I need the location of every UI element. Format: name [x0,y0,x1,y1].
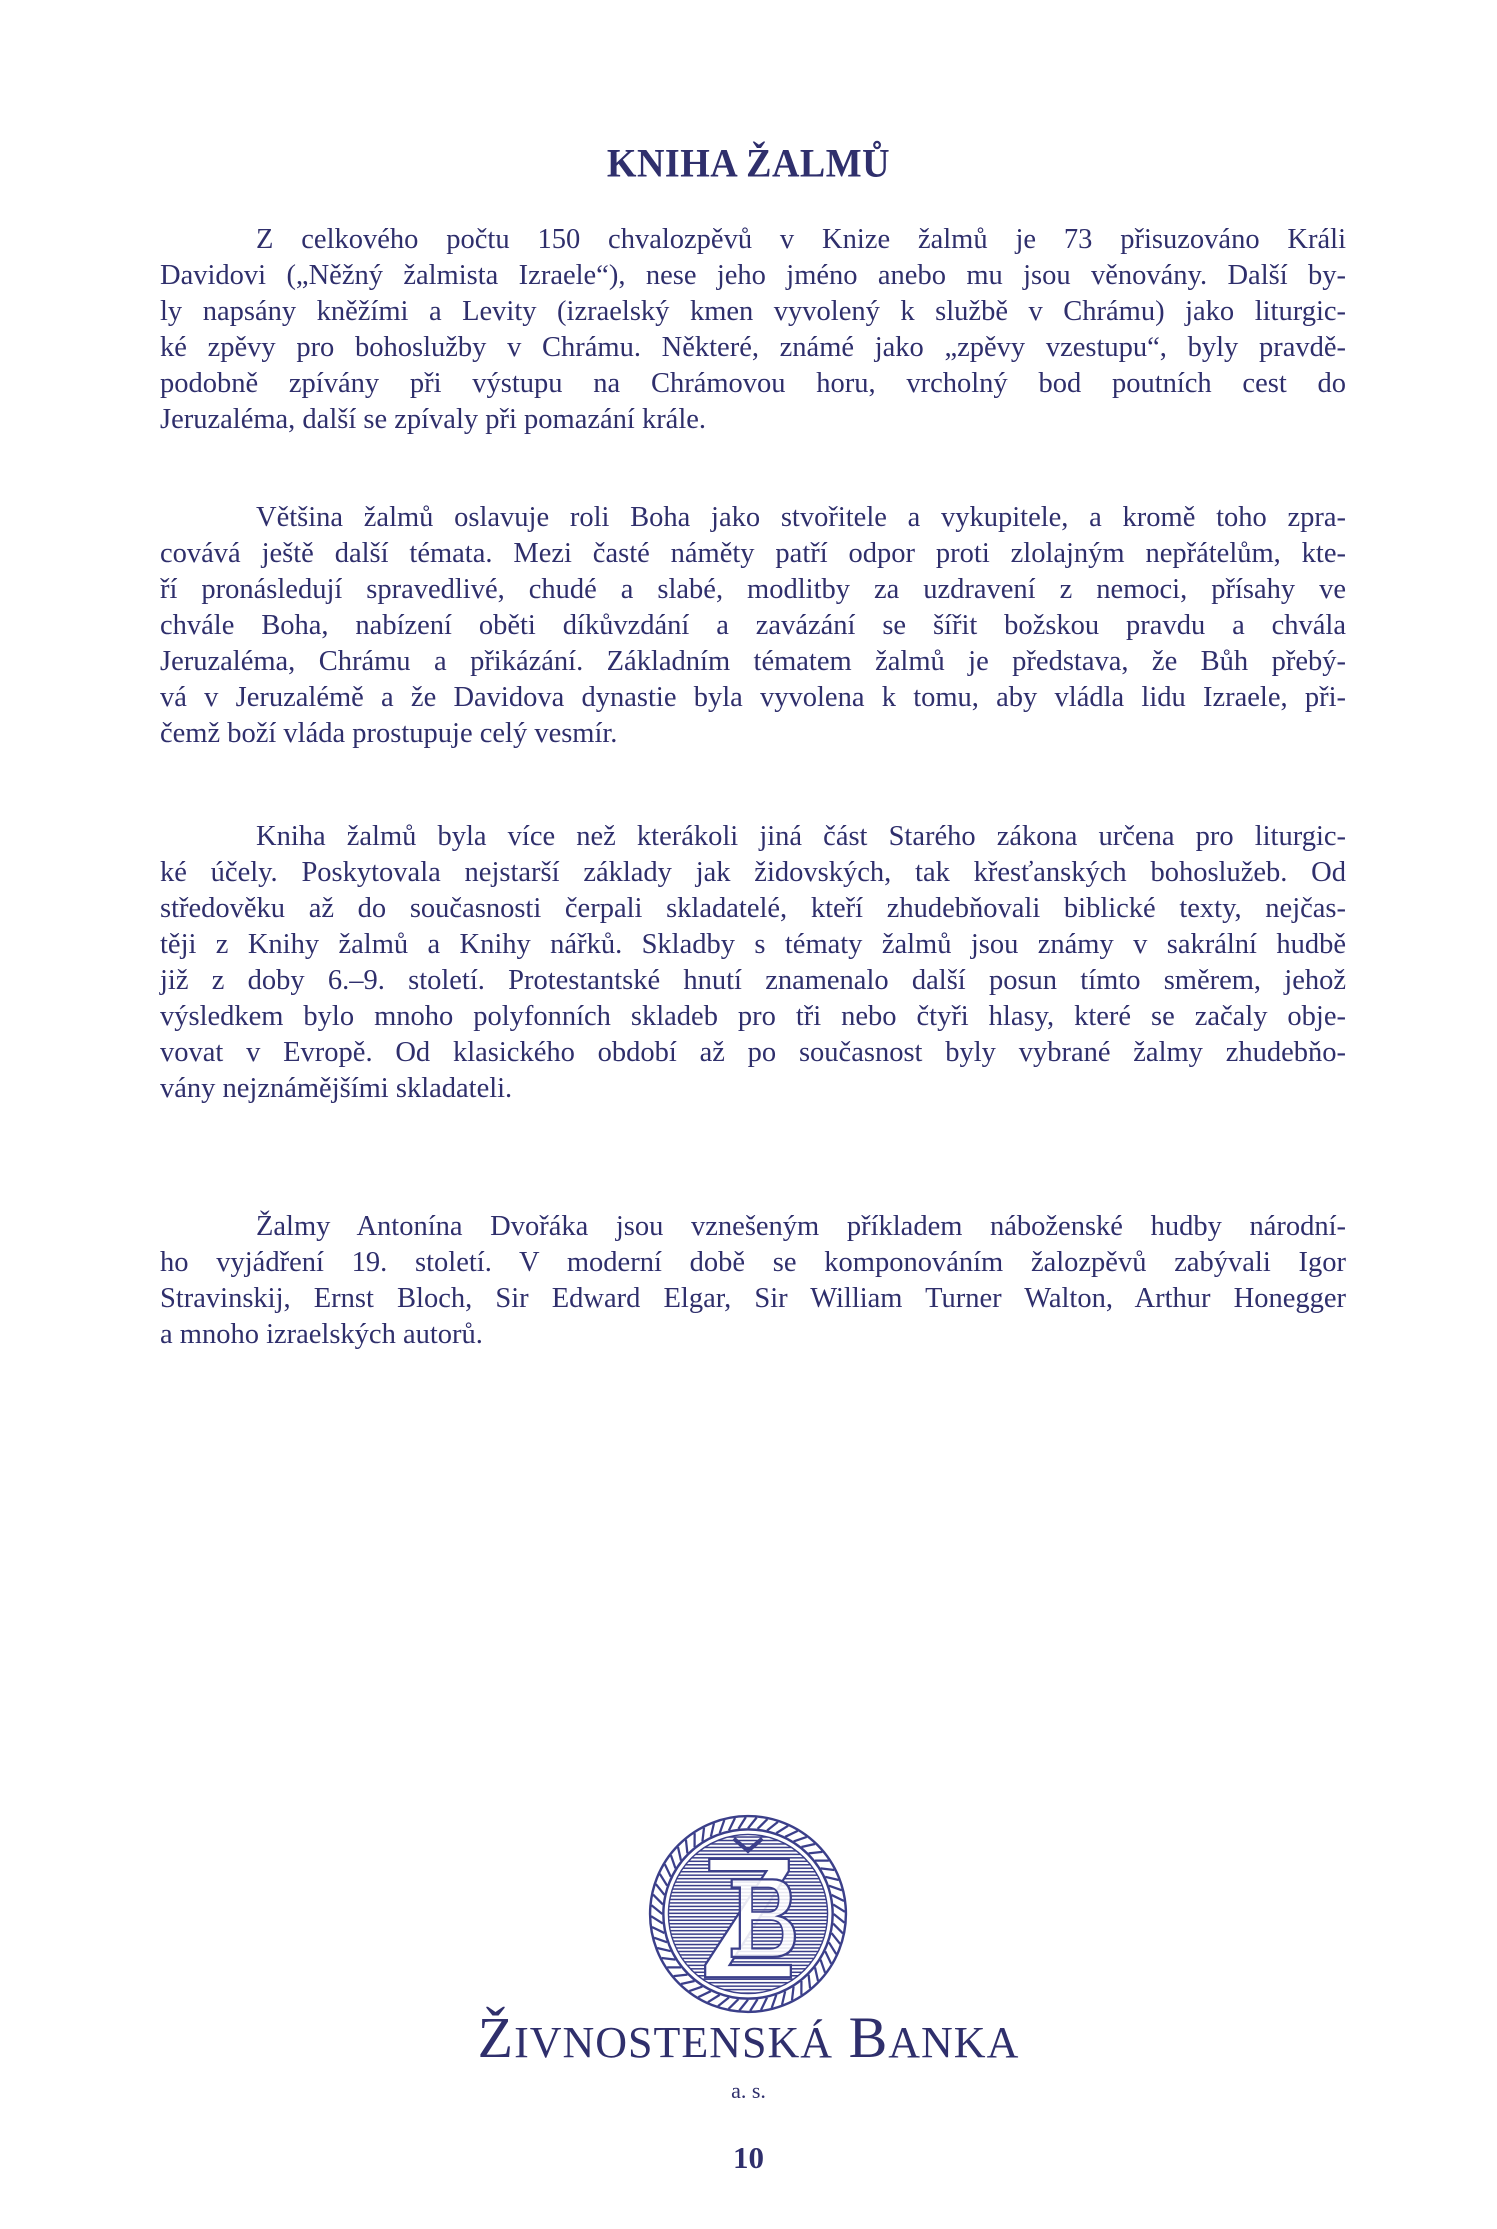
rope-strand [671,1855,676,1868]
bank-name [0,2006,1497,2075]
rope-strand [718,1998,729,2007]
rope-strand [829,1886,842,1891]
text-line: covává ještě další témata. Mezi časté náměty patří odpor proti zlolajným nepřátelům, kte- [160,538,1346,569]
paragraph-2 [160,500,1346,752]
bank-legal-suffix: a. s. [731,2078,766,2103]
rope-strand [832,1895,844,1901]
rope-strand [825,1877,839,1880]
rope-strand [665,1864,671,1877]
bank-name-initial: B [848,2005,889,2070]
rope-strand [681,1981,695,1984]
rope-strand [708,1995,720,2002]
rope-strand [821,1868,835,1870]
rope-strand [662,1958,676,1960]
text-line: ké zpěvy pro bohoslužby v Chrámu. Některé, známé jako „zpěvy vzestupu“, byly pravdě- [160,332,1346,363]
rope-strand [651,1916,663,1923]
text-line: ří pronásledují spravedlivé, chudé a slabé, modlitby za uzdravení z nemoci, přísahy ve [160,574,1346,605]
rope-strand [748,1817,757,1828]
rope-strand [829,1942,836,1954]
rope-strand [674,1975,688,1976]
paragraph-3 [160,819,1346,1107]
rope-strand [834,1914,845,1923]
text-line: Žalmy Antonína Dvořáka jsou vznešeným příkladem náboženské hudby národní- [256,1211,1346,1242]
paragraph-1 [160,222,1346,438]
rope-strand [702,1828,704,1842]
rope-strand [785,1831,798,1837]
text-line: Davidovi („Něžný žalmista Izraele“), nese jeho jméno anebo mu jsou věnovány. Další by- [160,260,1346,291]
rope-strand [698,1991,711,1997]
rope-strand [809,1975,810,1989]
text-line: Z celkového počtu 150 chvalozpěvů v Knize žalmů je 73 přisuzováno Králi [256,224,1346,255]
text-line: výsledkem bylo mnoho polyfonních skladeb pro tři nebo čtyři hlasy, které se začaly obje- [160,1001,1346,1032]
text-line: podobně zpívány při výstupu na Chrámovou horu, vrcholný bod poutních cest do [160,368,1346,399]
text-line: Kniha žalmů byla více než kterákoli jiná část Starého zákona určena pro liturgic- [256,821,1346,852]
rope-strand [738,1817,745,1829]
rope-strand [758,1819,768,1829]
rope-strand [720,1820,725,1833]
text-line: čemž boží vláda prostupuje celý vesmír. [160,718,618,749]
rope-strand [809,1852,823,1853]
rope-strand [660,1874,667,1886]
bank-name-rest: IVNOSTENSKÁ [514,2018,834,2067]
text-line: Stravinskij, Ernst Bloch, Sir Edward Elgar, Sir William Turner Walton, Arthur Honegger [160,1283,1346,1314]
rope-strand [794,1837,807,1842]
rope-strand [656,1884,665,1895]
rope-strand [833,1924,843,1934]
rope-strand [678,1847,681,1861]
page-number: 10 [733,2140,764,2175]
text-line: a mnoho izraelských autorů. [160,1319,483,1350]
rope-strand [652,1927,664,1933]
rope-strand [782,1991,785,2005]
rope-strand [825,1951,831,1964]
bank-seal-logo-icon [646,1812,850,2016]
text-line: ly napsány kněžími a Levity (izraelský kmen vyvolený k službě v Chrámu) jako liturgic- [160,296,1346,327]
rope-strand [729,1818,735,1830]
rope-strand [657,1948,671,1951]
text-line: Většina žalmů oslavuje roli Boha jako stvořitele a vykupitele, a kromě toho zpra- [256,502,1346,533]
text-line: těji z Knihy žalmů a Knihy nářků. Skladby s tématy žalmů jsou známy v sakrální hudbě [160,929,1346,960]
page-title: KNIHA ŽALMŮ [606,141,891,187]
rope-strand [711,1823,714,1837]
paragraph-4 [160,1209,1346,1353]
text-line: chvále Boha, nabízení oběti díkůvzdání a zavázání se šířit božskou pravdu a chvála [160,610,1346,641]
rope-strand [815,1967,818,1981]
rope-strand [767,1822,778,1831]
text-line: vá v Jeruzalémě a že Davidova dynastie byla vyvolena k tomu, aby vládla lidu Izraele, při- [160,682,1346,713]
rope-strand [653,1895,663,1905]
bank-name-initial: Ž [477,2005,515,2070]
rope-strand [651,1905,662,1914]
rope-strand [686,1840,687,1854]
bank-name-rest: ANKA [888,2018,1020,2067]
rope-strand [832,1933,841,1944]
text-line: středověku až do současnosti čerpali skladatelé, kteří zhudebňovali biblické texty, nejčas- [160,893,1346,924]
rope-strand [654,1938,667,1943]
rope-strand [689,1987,702,1992]
text-line: již z doby 6.–9. století. Protestantské hnutí znamenalo další posun tímto směrem, jehož [160,965,1346,996]
rope-strand [801,1844,815,1847]
rope-strand [776,1826,788,1833]
text-line: Jeruzaléma, Chrámu a přikázání. Základním tématem žalmů je představa, že Bůh přebý- [160,646,1346,677]
text-line: Jeruzaléma, další se zpívaly při pomazání krále. [160,404,707,435]
rope-strand [792,1987,794,2001]
rope-strand [821,1960,826,1973]
text-line: ké účely. Poskytovala nejstarší základy jak židovských, tak křesťanských bohoslužeb. Od [160,857,1346,888]
rope-strand [833,1904,845,1911]
text-line: vány nejznámějšími skladateli. [160,1073,513,1104]
text-line: ho vyjádření 19. století. V moderní době se komponováním žalozpěvů zabývali Igor [160,1247,1346,1278]
text-line: vovat v Evropě. Od klasického období až po současnost byly vybrané žalmy zhudebňo- [160,1037,1346,1068]
